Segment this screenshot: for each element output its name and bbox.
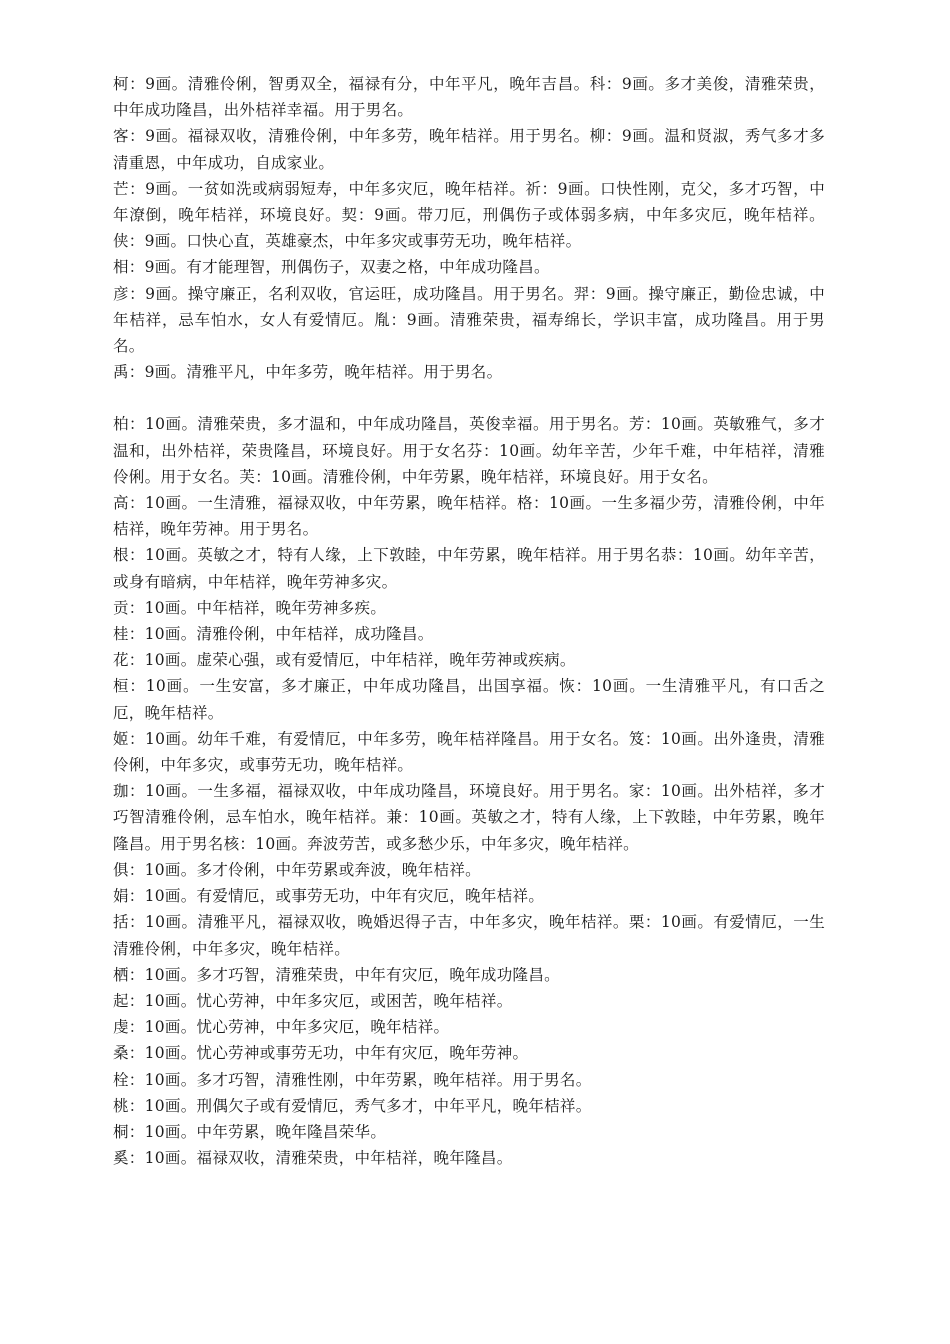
entry-paragraph: 高：10画。一生清雅，福禄双收，中年劳累，晚年桔祥。格：10画。一生多福少劳，清雅伶俐，中年桔祥，晚年劳神。用于男名。	[113, 494, 825, 539]
entry-paragraph: 栖：10画。多才巧智，清雅荣贵，中年有灾厄，晚年成功隆昌。	[113, 965, 560, 984]
entry-paragraph: 彦：9画。操守廉正，名利双收，官运旺，成功隆昌。用于男名。羿：9画。操守廉正，勤俭忠诚，中年桔祥，忌车怕水，女人有爱情厄。胤：9画。清雅荣贵，福寿绵长，学识丰富，成功隆昌。用于男名。	[113, 284, 825, 356]
entry-paragraph: 禹：9画。清雅平凡，中年多劳，晚年桔祥。用于男名。	[113, 363, 503, 382]
entry-paragraph: 贡：10画。中年桔祥，晚年劳神多疾。	[113, 598, 387, 617]
entry-paragraph: 姬：10画。幼年千难，有爱情厄，中年多劳，晚年桔祥隆昌。用于女名。笈：10画。出外逢贵，清雅伶俐，中年多灾，或事劳无功，晚年桔祥。	[113, 729, 825, 775]
entry-paragraph: 括：10画。清雅平凡，福禄双收，晚婚迟得子吉，中年多灾，晚年桔祥。栗：10画。有爱情厄，一生清雅伶俐，中年多灾，晚年桔祥。	[113, 913, 825, 958]
entry-paragraph: 俱：10画。多才伶俐，中年劳累或奔波，晚年桔祥。	[113, 860, 481, 879]
entry-paragraph: 柏：10画。清雅荣贵，多才温和，中年成功隆昌，英俊幸福。用于男名。芳：10画。英敏雅气，多才温和，出外桔祥，荣贵隆昌，环境良好。用于女名芬：10画。幼年辛苦，少年千难，中年桔祥，清雅伶俐。用于女名。芙：10画。清雅伶俐，中年劳累，晚年桔祥，环境良好。用于女名。	[113, 415, 825, 486]
entry-paragraph: 桓：10画。一生安富，多才廉正，中年成功隆昌，出国享福。恢：10画。一生清雅平凡，有口舌之厄，晚年桔祥。	[113, 677, 825, 722]
entry-paragraph: 桐：10画。中年劳累，晚年隆昌荣华。	[113, 1122, 387, 1141]
entry-paragraph: 娟：10画。有爱情厄，或事劳无功，中年有灾厄，晚年桔祥。	[113, 887, 545, 906]
section-gap	[113, 385, 825, 411]
entry-paragraph: 芒：9画。一贫如洗或病弱短寿，中年多灾厄，晚年桔祥。祈：9画。口快性刚，克父，多才巧智，中年潦倒，晚年桔祥，环境良好。契：9画。带刀厄，刑偶伤子或体弱多病，中年多灾厄，晚年桔祥。侠：9画。口快心直，英雄豪杰，中年多灾或事劳无功，晚年桔祥。	[113, 179, 825, 251]
entry-paragraph: 相：9画。有才能理智，刑偶伤子，双妻之格，中年成功隆昌。	[113, 258, 550, 277]
entry-paragraph: 珈：10画。一生多福，福禄双收，中年成功隆昌，环境良好。用于男名。家：10画。出外桔祥，多才巧智清雅伶俐，忌车怕水，晚年桔祥。兼：10画。英敏之才，特有人缘，上下敦睦，中年劳累，晚年隆昌。用于男名核：10画。奔波劳苦，或多愁少乐，中年多灾，晚年桔祥。	[113, 782, 825, 853]
entry-paragraph: 桃：10画。刑偶欠子或有爱情厄，秀气多才，中年平凡，晚年桔祥。	[113, 1096, 592, 1115]
entry-paragraph: 虔：10画。忧心劳神，中年多灾厄，晚年桔祥。	[113, 1018, 450, 1037]
entry-paragraph: 客：9画。福禄双收，清雅伶俐，中年多劳，晚年桔祥。用于男名。柳：9画。温和贤淑，秀气多才多清重恩，中年成功，自成家业。	[113, 127, 825, 172]
entry-paragraph: 起：10画。忧心劳神，中年多灾厄，或困苦，晚年桔祥。	[113, 991, 513, 1010]
entry-paragraph: 柯：9画。清雅伶俐，智勇双全，福禄有分，中年平凡，晚年吉昌。科：9画。多才美俊，清雅荣贵，中年成功隆昌，出外桔祥幸福。用于男名。	[113, 75, 825, 120]
entry-paragraph: 桑：10画。忧心劳神或事劳无功，中年有灾厄，晚年劳神。	[113, 1044, 529, 1063]
entry-paragraph: 花：10画。虚荣心强，或有爱情厄，中年桔祥，晚年劳神或疾病。	[113, 651, 576, 670]
entry-paragraph: 栓：10画。多才巧智，清雅性刚，中年劳累，晚年桔祥。用于男名。	[113, 1070, 592, 1089]
entry-paragraph: 根：10画。英敏之才，特有人缘，上下敦睦，中年劳累，晚年桔祥。用于男名恭：10画。幼年辛苦，或身有暗病，中年桔祥，晚年劳神多灾。	[113, 546, 825, 591]
document-body	[113, 71, 825, 1171]
entry-paragraph: 奚：10画。福禄双收，清雅荣贵，中年桔祥，晚年隆昌。	[113, 1149, 513, 1168]
entry-paragraph: 桂：10画。清雅伶俐，中年桔祥，成功隆昌。	[113, 625, 434, 644]
